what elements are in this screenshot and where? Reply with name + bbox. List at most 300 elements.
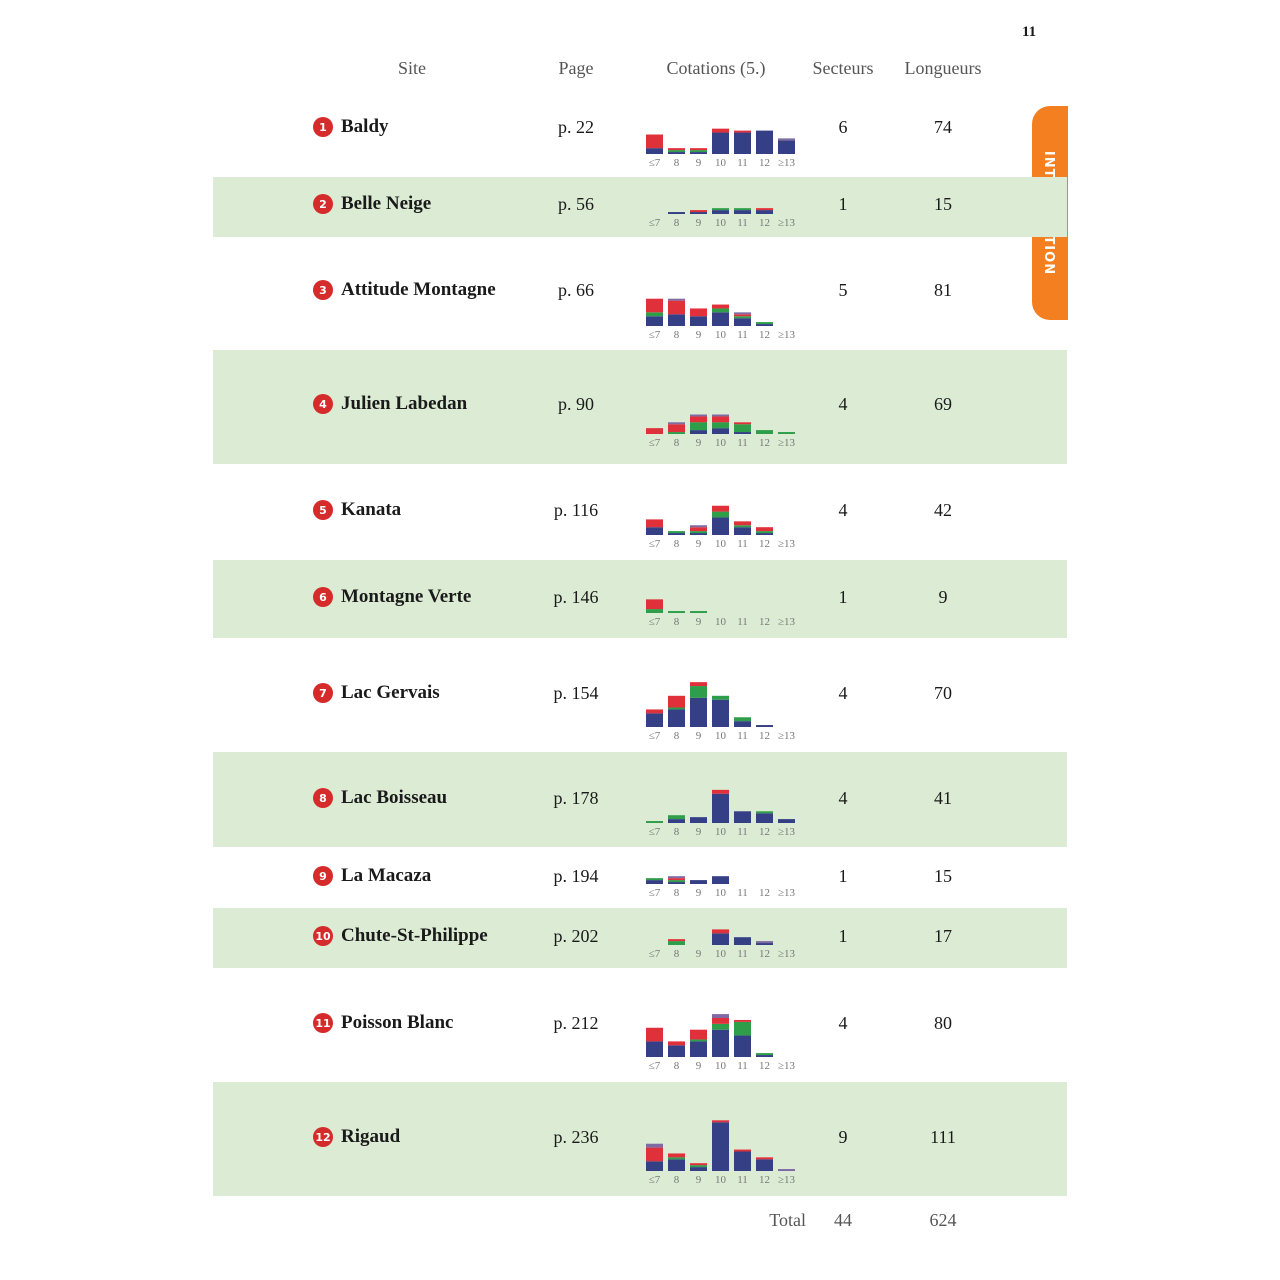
grade-chart <box>643 177 803 237</box>
bar-segment-red <box>690 682 707 686</box>
grade-tick-label: 8 <box>673 730 680 742</box>
bar-segment-green <box>778 432 795 434</box>
bar-segment-green <box>690 611 707 613</box>
grade-chart <box>643 237 803 350</box>
grade-tick-label: 9 <box>695 616 702 628</box>
bar-segment-blue <box>734 721 751 727</box>
bar-segment-green <box>668 880 685 882</box>
site-number-badge: 1 <box>313 117 333 137</box>
bar-segment-blue <box>734 318 751 326</box>
bar-segment-blue <box>668 212 685 214</box>
longueurs-count: 80 <box>934 1013 952 1033</box>
grade-tick-label: 11 <box>737 538 748 550</box>
grade-chart-svg <box>643 177 803 237</box>
site-number-badge: 12 <box>313 1127 333 1147</box>
bar-segment-red <box>646 428 663 434</box>
bar-segment-purple <box>734 312 751 314</box>
bar-segment-red <box>756 1157 773 1159</box>
grade-chart-svg <box>643 237 803 350</box>
bar-segment-red <box>734 521 751 525</box>
grade-tick-label: 10 <box>715 329 726 341</box>
grade-chart <box>643 464 803 560</box>
bar-segment-red <box>734 422 751 424</box>
bar-segment-purple <box>646 1144 663 1148</box>
table-row <box>213 237 1067 350</box>
grade-tick-label: 8 <box>673 217 680 229</box>
bar-segment-blue <box>668 882 685 884</box>
bar-segment-red <box>712 129 729 133</box>
grade-tick-label: ≤7 <box>648 1174 661 1186</box>
grade-tick-label: 11 <box>737 437 748 449</box>
bar-segment-blue <box>690 1041 707 1057</box>
bar-segment-blue <box>690 316 707 326</box>
grade-tick-label: 8 <box>673 826 680 838</box>
bar-segment-blue <box>756 1159 773 1171</box>
grade-tick-label: 8 <box>673 538 680 550</box>
longueurs-count: 70 <box>934 683 952 703</box>
site-name: Baldy <box>341 116 389 137</box>
bar-segment-red <box>712 790 729 794</box>
grade-chart <box>643 97 803 177</box>
grade-tick-label: 8 <box>673 887 680 899</box>
site-number-badge: 6 <box>313 587 333 607</box>
grade-tick-label: 9 <box>695 1060 702 1072</box>
bar-segment-blue <box>690 817 707 823</box>
page-ref: p. 116 <box>553 500 599 520</box>
bar-segment-blue <box>734 811 751 823</box>
bar-segment-blue <box>734 1152 751 1172</box>
bar-segment-green <box>690 686 707 698</box>
bar-segment-blue <box>712 517 729 535</box>
bar-segment-purple <box>778 138 795 140</box>
bar-segment-green <box>668 815 685 819</box>
bar-segment-blue <box>756 533 773 535</box>
grade-tick-label: 8 <box>673 157 680 169</box>
bar-segment-blue <box>646 1161 663 1171</box>
bar-segment-green <box>712 696 729 700</box>
grade-chart <box>643 350 803 464</box>
grade-tick-label: 8 <box>673 948 680 960</box>
site-number-badge: 7 <box>313 683 333 703</box>
bar-segment-blue <box>778 819 795 823</box>
grade-tick-label: 9 <box>695 217 702 229</box>
bar-segment-green <box>690 150 707 152</box>
grade-tick-label: 8 <box>673 616 680 628</box>
bar-segment-green <box>646 609 663 613</box>
bar-segment-blue <box>756 1055 773 1057</box>
bar-segment-blue <box>690 430 707 434</box>
page-ref: p. 212 <box>553 1013 599 1033</box>
table-row <box>213 847 1067 908</box>
grade-tick-label: ≥13 <box>777 826 796 838</box>
secteurs-count: 6 <box>838 117 848 137</box>
bar-segment-green <box>734 316 751 318</box>
bar-segment-green <box>756 811 773 813</box>
site-number-badge: 4 <box>313 394 333 414</box>
grade-chart-svg <box>643 560 803 638</box>
bar-segment-green <box>712 1024 729 1030</box>
grade-tick-label: 8 <box>673 437 680 449</box>
bar-segment-blue <box>690 212 707 214</box>
grade-tick-label: 11 <box>737 157 748 169</box>
secteurs-count: 4 <box>838 788 848 808</box>
grade-tick-label: 10 <box>715 616 726 628</box>
grade-tick-label: ≤7 <box>648 1060 661 1072</box>
site-name: Kanata <box>341 499 402 520</box>
grade-tick-label: 9 <box>695 437 702 449</box>
grade-tick-label: 10 <box>715 1174 726 1186</box>
site-cell <box>313 925 488 947</box>
site-cell <box>313 193 431 215</box>
bar-segment-red <box>668 696 685 708</box>
bar-segment-blue <box>646 316 663 326</box>
secteurs-count: 5 <box>838 280 848 300</box>
site-name: Chute-St-Philippe <box>341 925 488 946</box>
secteurs-count: 1 <box>838 926 848 946</box>
site-name: Rigaud <box>341 1126 401 1147</box>
grade-tick-label: 9 <box>695 730 702 742</box>
bar-segment-red <box>668 939 685 941</box>
bar-segment-blue <box>668 152 685 154</box>
grade-tick-label: ≤7 <box>648 538 661 550</box>
bar-segment-red <box>690 1030 707 1040</box>
bar-segment-green <box>690 531 707 533</box>
grade-tick-label: ≥13 <box>777 217 796 229</box>
bar-segment-red <box>756 208 773 210</box>
bar-segment-purple <box>712 415 729 417</box>
bar-segment-green <box>690 422 707 430</box>
bar-segment-blue <box>712 876 729 884</box>
page-ref: p. 202 <box>553 926 599 946</box>
table-row <box>213 97 1067 177</box>
secteurs-count: 1 <box>838 194 848 214</box>
bar-segment-blue <box>756 943 773 945</box>
header-cotations: Cotations (5.) <box>666 58 766 78</box>
secteurs-count: 1 <box>838 866 848 886</box>
bar-segment-green <box>668 1157 685 1159</box>
grade-tick-label: 9 <box>695 157 702 169</box>
bar-segment-red <box>712 1018 729 1024</box>
bar-segment-red <box>646 1148 663 1162</box>
bar-segment-blue <box>690 533 707 535</box>
bar-segment-red <box>690 148 707 150</box>
bar-segment-red <box>646 599 663 609</box>
bar-segment-red <box>646 135 663 149</box>
grade-tick-label: 10 <box>715 217 726 229</box>
longueurs-count: 15 <box>934 194 952 214</box>
page-ref: p. 56 <box>558 194 594 214</box>
site-number-badge: 11 <box>313 1013 333 1033</box>
bar-segment-green <box>756 430 773 434</box>
bar-segment-green <box>668 432 685 434</box>
bar-segment-red <box>712 416 729 422</box>
grade-tick-label: 12 <box>759 826 770 838</box>
bar-segment-red <box>646 519 663 527</box>
grade-tick-label: 11 <box>737 1060 748 1072</box>
table-row <box>213 638 1067 752</box>
total-longueurs: 624 <box>929 1210 957 1230</box>
grade-tick-label: 11 <box>737 826 748 838</box>
site-cell <box>313 586 471 608</box>
grade-tick-label: ≤7 <box>648 437 661 449</box>
grade-tick-label: 12 <box>759 329 770 341</box>
bar-segment-green <box>668 708 685 710</box>
grade-tick-label: 8 <box>673 329 680 341</box>
bar-segment-red <box>756 527 773 531</box>
site-number-badge: 5 <box>313 500 333 520</box>
page-ref: p. 146 <box>553 587 599 607</box>
table-row <box>213 752 1067 847</box>
bar-segment-red <box>712 305 729 309</box>
bar-segment-green <box>712 308 729 312</box>
header-site: Site <box>397 58 426 78</box>
table-row <box>213 908 1067 968</box>
bar-segment-red <box>690 416 707 422</box>
bar-segment-green <box>712 208 729 210</box>
grade-tick-label: 9 <box>695 887 702 899</box>
grade-tick-label: 11 <box>737 730 748 742</box>
grade-tick-label: 12 <box>759 1060 770 1072</box>
bar-segment-blue <box>668 709 685 727</box>
bar-segment-purple <box>756 941 773 943</box>
header-longueurs: Longueurs <box>904 58 982 78</box>
bar-segment-purple <box>690 525 707 527</box>
longueurs-count: 17 <box>934 926 952 946</box>
bar-segment-green <box>668 941 685 945</box>
grade-tick-label: 10 <box>715 1060 726 1072</box>
longueurs-count: 9 <box>938 587 948 607</box>
bar-segment-blue <box>646 148 663 154</box>
bar-segment-blue <box>712 700 729 727</box>
site-name: Poisson Blanc <box>341 1012 454 1033</box>
bar-segment-red <box>646 709 663 713</box>
bar-segment-blue <box>712 312 729 326</box>
bar-segment-blue <box>756 813 773 823</box>
grade-chart <box>643 908 803 968</box>
site-name: Montagne Verte <box>341 586 472 607</box>
grade-tick-label: 11 <box>737 329 748 341</box>
bar-segment-red <box>734 1150 751 1152</box>
bar-segment-purple <box>668 299 685 301</box>
site-number-badge: 9 <box>313 866 333 886</box>
bar-segment-blue <box>690 880 707 884</box>
grade-tick-label: 12 <box>759 730 770 742</box>
grade-tick-label: ≤7 <box>648 887 661 899</box>
bar-segment-blue <box>712 133 729 154</box>
site-number-badge: 8 <box>313 788 333 808</box>
bar-segment-blue <box>756 725 773 727</box>
bar-segment-red <box>668 148 685 150</box>
bar-segment-blue <box>668 1045 685 1057</box>
bar-segment-green <box>734 525 751 527</box>
bar-segment-red <box>668 1041 685 1045</box>
grade-tick-label: 12 <box>759 887 770 899</box>
grade-tick-label: 9 <box>695 948 702 960</box>
grade-tick-label: 9 <box>695 826 702 838</box>
bar-segment-red <box>734 1020 751 1022</box>
bar-segment-green <box>668 531 685 533</box>
bar-segment-blue <box>690 1167 707 1171</box>
longueurs-count: 81 <box>934 280 952 300</box>
grade-tick-label: 11 <box>737 948 748 960</box>
site-name: Lac Gervais <box>341 682 440 703</box>
grade-tick-label: ≥13 <box>777 157 796 169</box>
grade-tick-label: 11 <box>737 1174 748 1186</box>
bar-segment-green <box>756 1053 773 1055</box>
grade-chart <box>643 638 803 752</box>
site-name: Lac Boisseau <box>341 787 448 808</box>
grade-tick-label: 9 <box>695 1174 702 1186</box>
bar-segment-blue <box>734 210 751 214</box>
grade-tick-label: ≥13 <box>777 616 796 628</box>
bar-segment-red <box>712 1120 729 1122</box>
bar-segment-blue <box>734 432 751 434</box>
grade-tick-label: 8 <box>673 1174 680 1186</box>
bar-segment-green <box>690 1039 707 1041</box>
bar-segment-red <box>690 527 707 531</box>
bar-segment-green <box>734 424 751 432</box>
bar-segment-green <box>690 1165 707 1167</box>
bar-segment-blue <box>690 152 707 154</box>
bar-segment-green <box>734 717 751 721</box>
bar-segment-green <box>734 1022 751 1036</box>
bar-segment-red <box>712 929 729 933</box>
grade-tick-label: 11 <box>737 616 748 628</box>
bar-segment-purple <box>668 422 685 424</box>
bar-segment-red <box>690 210 707 212</box>
grade-tick-label: ≤7 <box>648 948 661 960</box>
grade-tick-label: 10 <box>715 948 726 960</box>
longueurs-count: 74 <box>934 117 952 137</box>
grade-tick-label: 12 <box>759 157 770 169</box>
table-row <box>213 464 1067 560</box>
table-row <box>213 350 1067 464</box>
site-number-badge: 3 <box>313 280 333 300</box>
page-ref: p. 154 <box>553 683 599 703</box>
bar-segment-purple <box>668 876 685 878</box>
site-cell <box>313 116 389 138</box>
site-cell <box>313 279 496 301</box>
bar-segment-blue <box>646 1041 663 1057</box>
bar-segment-blue <box>778 140 795 154</box>
bar-segment-red <box>690 1163 707 1165</box>
grade-tick-label: 12 <box>759 217 770 229</box>
grade-chart-svg <box>643 97 803 177</box>
page-ref: p. 194 <box>553 866 599 886</box>
bar-segment-blue <box>668 1159 685 1171</box>
bar-segment-blue <box>712 933 729 945</box>
longueurs-count: 111 <box>930 1127 956 1147</box>
bar-segment-red <box>734 131 751 133</box>
site-name: La Macaza <box>341 865 432 886</box>
page-ref: p. 22 <box>558 117 594 137</box>
bar-segment-red <box>712 506 729 512</box>
bar-segment-blue <box>712 794 729 823</box>
bar-segment-red <box>690 308 707 316</box>
bar-segment-red <box>646 1028 663 1042</box>
bar-segment-blue <box>712 210 729 214</box>
total-label: Total <box>769 1210 806 1230</box>
bar-segment-red <box>734 314 751 316</box>
grade-tick-label: 10 <box>715 157 726 169</box>
secteurs-count: 9 <box>838 1127 848 1147</box>
grade-tick-label: ≥13 <box>777 538 796 550</box>
site-cell <box>313 865 431 887</box>
grade-chart-svg <box>643 464 803 560</box>
bar-segment-green <box>668 611 685 613</box>
grade-tick-label: 10 <box>715 437 726 449</box>
bar-segment-green <box>646 312 663 316</box>
grade-tick-label: 12 <box>759 948 770 960</box>
bar-segment-blue <box>756 131 773 154</box>
grade-chart-svg <box>643 638 803 752</box>
page-number: 11 <box>1022 24 1037 40</box>
site-name: Attitude Montagne <box>341 279 496 300</box>
bar-segment-red <box>668 1153 685 1157</box>
bar-segment-red <box>668 424 685 432</box>
bar-segment-blue <box>668 533 685 535</box>
grade-tick-label: 11 <box>737 887 748 899</box>
grade-tick-label: ≤7 <box>648 826 661 838</box>
header-page: Page <box>558 58 594 78</box>
bar-segment-red <box>668 878 685 880</box>
bar-segment-blue <box>734 133 751 154</box>
grade-tick-label: 10 <box>715 730 726 742</box>
table-row <box>213 968 1067 1082</box>
site-cell <box>313 682 440 704</box>
longueurs-count: 69 <box>934 394 952 414</box>
bar-segment-purple <box>778 1169 795 1171</box>
grade-chart-svg <box>643 350 803 464</box>
grade-chart-svg <box>643 968 803 1082</box>
bar-segment-red <box>668 301 685 315</box>
site-cell <box>313 393 467 415</box>
site-cell <box>313 1126 400 1148</box>
grade-chart-svg <box>643 1082 803 1196</box>
grade-chart <box>643 847 803 908</box>
grade-chart-svg <box>643 847 803 908</box>
bar-segment-green <box>756 322 773 324</box>
site-cell <box>313 787 447 809</box>
site-name: Belle Neige <box>341 193 432 214</box>
bar-segment-blue <box>646 880 663 884</box>
grade-tick-label: 11 <box>737 217 748 229</box>
bar-segment-blue <box>668 819 685 823</box>
bar-segment-green <box>712 512 729 518</box>
site-cell <box>313 1012 453 1034</box>
grade-tick-label: 12 <box>759 616 770 628</box>
bar-segment-red <box>646 299 663 313</box>
bar-segment-green <box>734 208 751 210</box>
longueurs-count: 42 <box>934 500 952 520</box>
site-number-badge: 10 <box>313 926 333 946</box>
page-ref: p. 236 <box>553 1127 599 1147</box>
grade-tick-label: 12 <box>759 1174 770 1186</box>
table-row <box>213 177 1067 237</box>
secteurs-count: 4 <box>838 394 848 414</box>
grade-tick-label: 8 <box>673 1060 680 1072</box>
grade-tick-label: ≤7 <box>648 329 661 341</box>
bar-segment-blue <box>690 698 707 727</box>
grade-chart <box>643 560 803 638</box>
bar-segment-blue <box>712 1030 729 1057</box>
site-number-badge: 2 <box>313 194 333 214</box>
bar-segment-blue <box>646 527 663 535</box>
secteurs-count: 4 <box>838 500 848 520</box>
page-ref: p. 90 <box>558 394 594 414</box>
total-secteurs: 44 <box>834 1210 852 1230</box>
grade-tick-label: ≥13 <box>777 437 796 449</box>
